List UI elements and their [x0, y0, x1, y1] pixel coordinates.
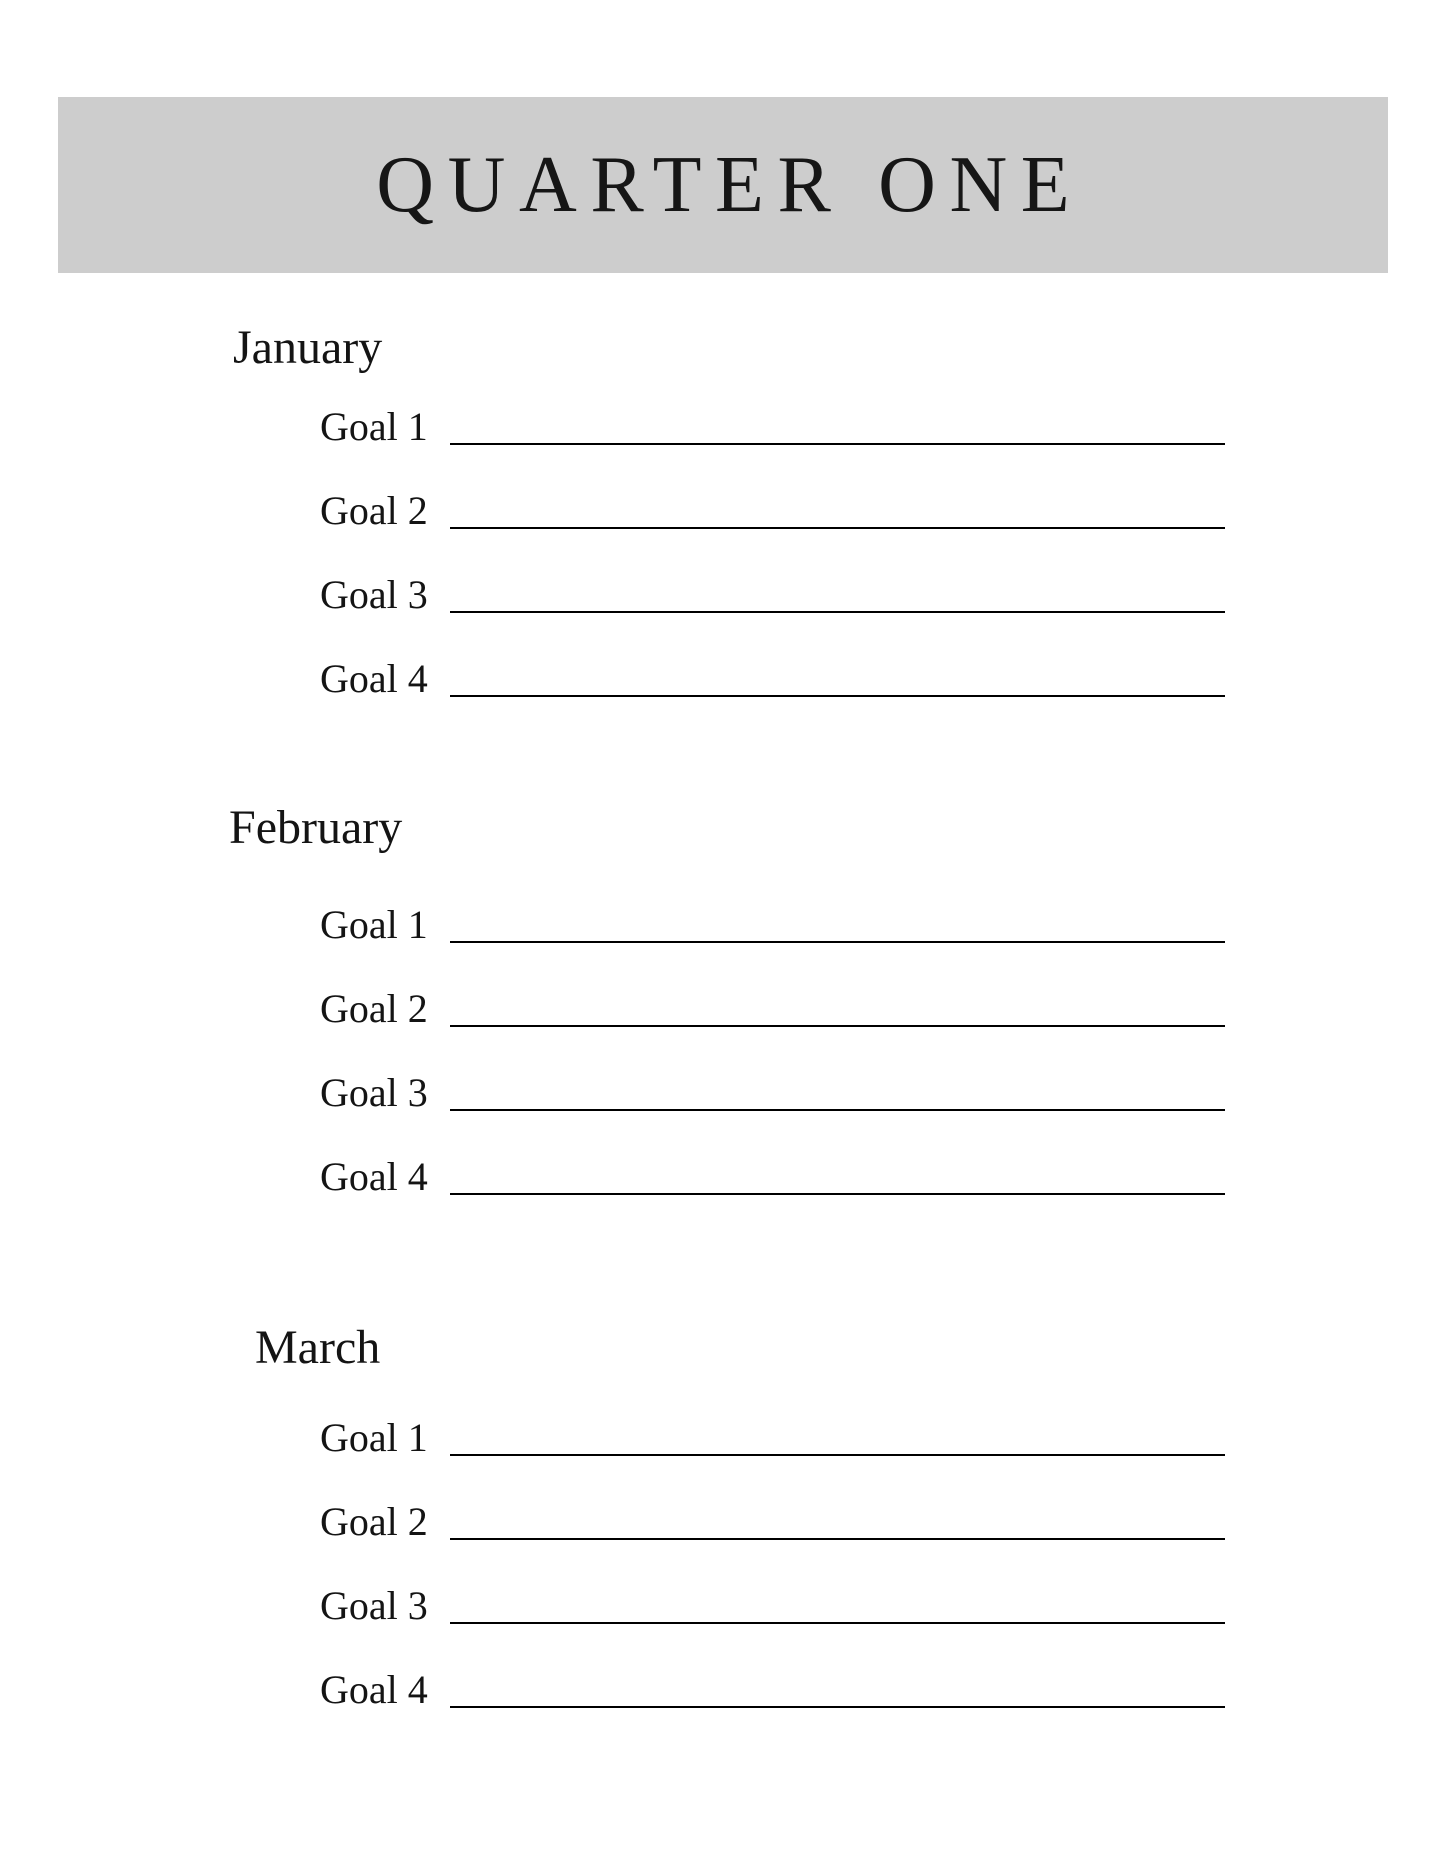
- goal-fill-line: [450, 695, 1225, 697]
- month-label-february: February: [229, 801, 403, 854]
- goal-row: [320, 1540, 1225, 1628]
- goal-label: Goal 4: [320, 656, 428, 701]
- month-section-february: [320, 859, 1225, 1199]
- goal-label: Goal 4: [320, 1154, 428, 1199]
- goal-label: Goal 4: [320, 1667, 428, 1712]
- goal-row: [320, 1456, 1225, 1544]
- goal-row: [320, 1111, 1225, 1199]
- goal-label: Goal 3: [320, 1070, 428, 1115]
- goal-label: Goal 2: [320, 1499, 428, 1544]
- goal-row: [320, 859, 1225, 947]
- goal-row: [320, 361, 1225, 449]
- goal-row: [320, 943, 1225, 1031]
- goal-fill-line: [450, 1706, 1225, 1708]
- goal-row: [320, 1624, 1225, 1712]
- goal-label: Goal 1: [320, 902, 428, 947]
- goal-row: [320, 445, 1225, 533]
- page-title: QUARTER ONE: [376, 140, 1084, 229]
- goal-row: [320, 529, 1225, 617]
- month-section-january: [320, 361, 1225, 701]
- goal-row: [320, 1027, 1225, 1115]
- goal-row: [320, 1372, 1225, 1460]
- goal-label: Goal 2: [320, 986, 428, 1031]
- month-label-january: January: [233, 321, 383, 374]
- goal-fill-line: [450, 1193, 1225, 1195]
- goal-label: Goal 1: [320, 1415, 428, 1460]
- title-banner: [58, 97, 1388, 273]
- goal-label: Goal 3: [320, 1583, 428, 1628]
- goal-row: [320, 613, 1225, 701]
- goal-label: Goal 3: [320, 572, 428, 617]
- goal-label: Goal 2: [320, 488, 428, 533]
- goal-label: Goal 1: [320, 404, 428, 449]
- month-section-march: [320, 1372, 1225, 1712]
- month-label-march: March: [255, 1321, 381, 1374]
